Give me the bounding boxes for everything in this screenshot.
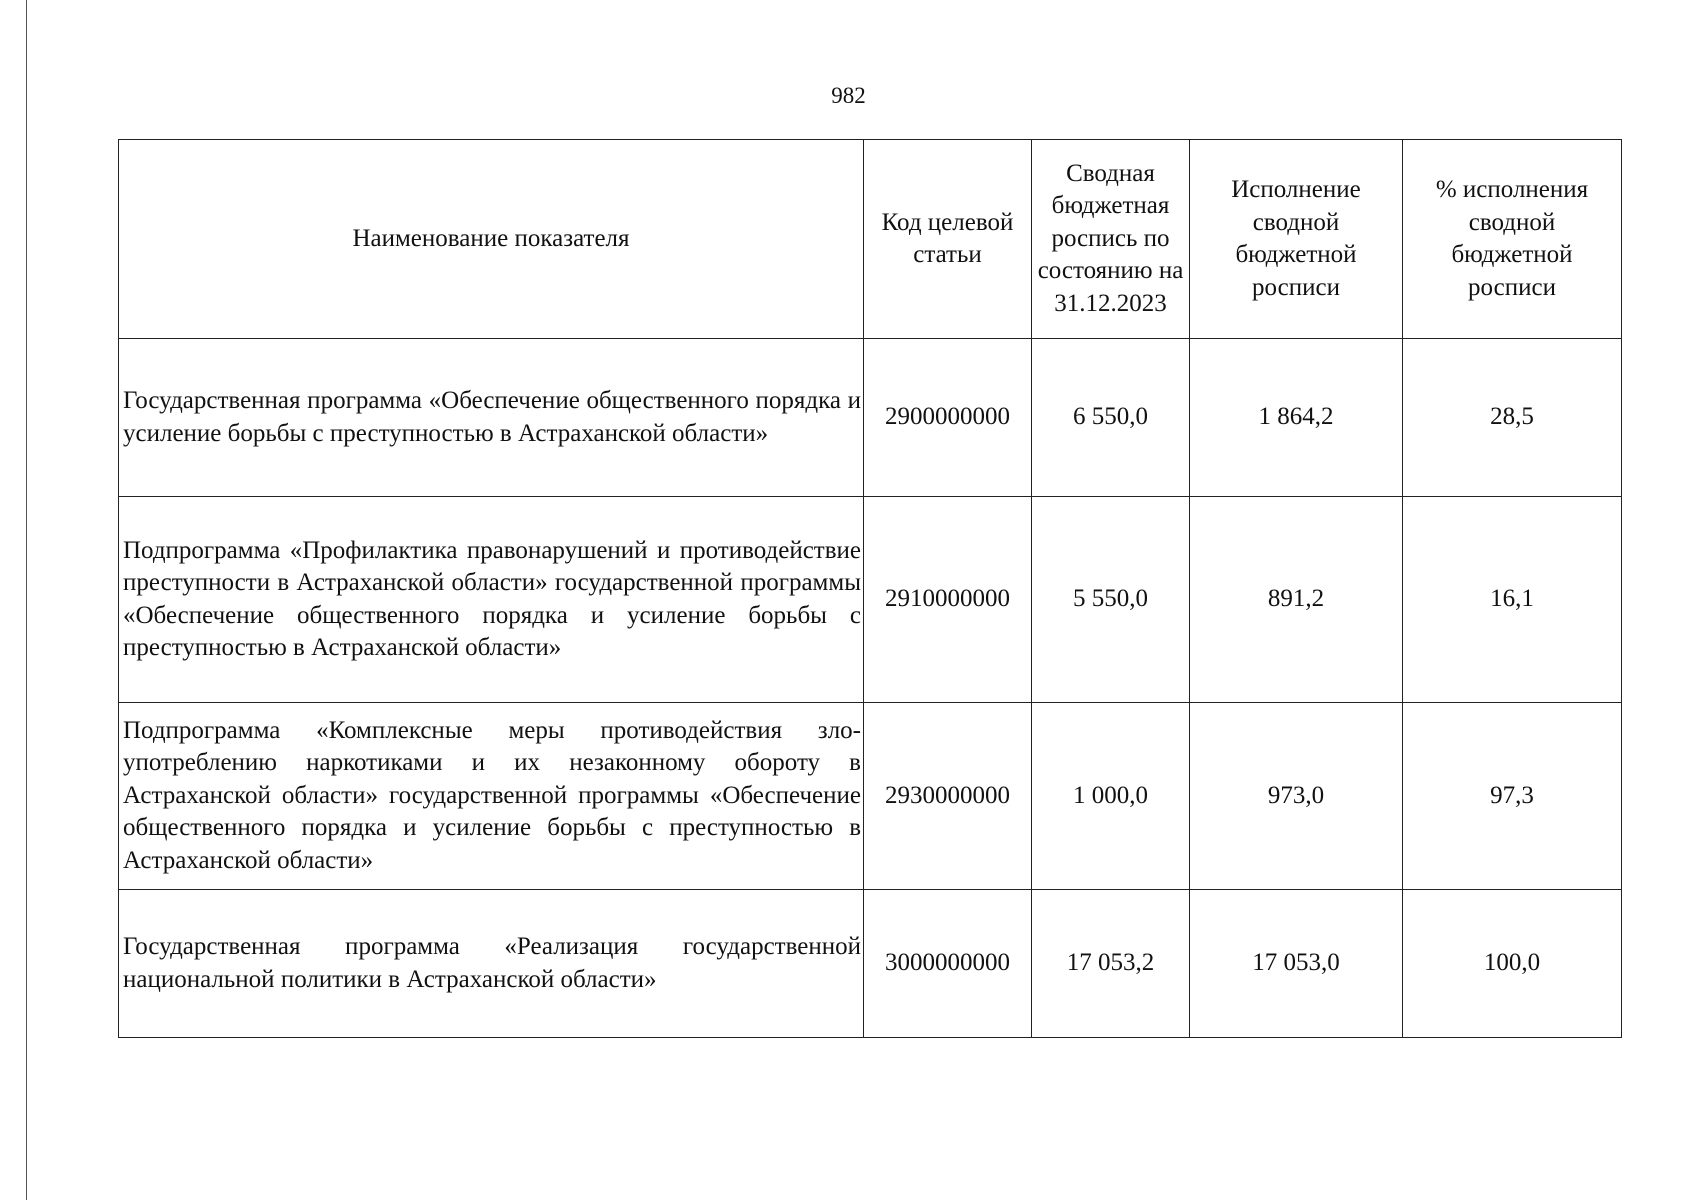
binding-margin-line [26, 0, 27, 1200]
budget-table [118, 139, 1622, 1038]
table-row [119, 890, 1622, 1038]
cell-indicator-name: Государственная программа «Реализация государственной национальной политики в Астраханской области» [119, 890, 864, 1038]
table-row [119, 339, 1622, 497]
table-header-row [119, 140, 1622, 339]
cell-target-code: 3000000000 [864, 890, 1032, 1038]
header-budget-execution: Исполнение сводной бюджетной росписи [1190, 140, 1403, 339]
cell-target-code: 2910000000 [864, 497, 1032, 703]
cell-budget-plan: 5 550,0 [1032, 497, 1190, 703]
header-execution-percent: % исполнения сводной бюджетной росписи [1403, 140, 1622, 339]
page-number: 982 [831, 83, 866, 108]
cell-budget-plan: 6 550,0 [1032, 339, 1190, 497]
table-row [119, 497, 1622, 703]
cell-budget-plan: 1 000,0 [1032, 703, 1190, 890]
cell-budget-execution: 1 864,2 [1190, 339, 1403, 497]
cell-indicator-name: Государственная программа «Обеспечение общественного порядка и усиление борьбы с преступностью в Астраханской области» [119, 339, 864, 497]
cell-execution-percent: 100,0 [1403, 890, 1622, 1038]
cell-target-code: 2900000000 [864, 339, 1032, 497]
cell-target-code: 2930000000 [864, 703, 1032, 890]
table-row [119, 703, 1622, 890]
header-indicator-name: Наименование показателя [119, 140, 864, 339]
cell-execution-percent: 97,3 [1403, 703, 1622, 890]
cell-indicator-name: Подпрограмма «Комплексные меры противодействия злоупотреблению наркотиками и их незаконному обороту в Астраханской области» государственной программы «Обеспечение общественного порядка и усиление борьбы с преступностью в Астраханской области» [119, 703, 864, 890]
cell-budget-execution: 973,0 [1190, 703, 1403, 890]
header-budget-plan: Сводная бюджетная роспись по состоянию на 31.12.2023 [1032, 140, 1190, 339]
header-target-code: Код целевой статьи [864, 140, 1032, 339]
cell-budget-execution: 891,2 [1190, 497, 1403, 703]
cell-budget-execution: 17 053,0 [1190, 890, 1403, 1038]
cell-budget-plan: 17 053,2 [1032, 890, 1190, 1038]
cell-execution-percent: 16,1 [1403, 497, 1622, 703]
cell-execution-percent: 28,5 [1403, 339, 1622, 497]
cell-indicator-name: Подпрограмма «Профилактика правонарушений и противодействие преступности в Астраханской области» государственной программы «Обеспечение общественного порядка и усиление борьбы с преступностью в Астраханской области» [119, 497, 864, 703]
